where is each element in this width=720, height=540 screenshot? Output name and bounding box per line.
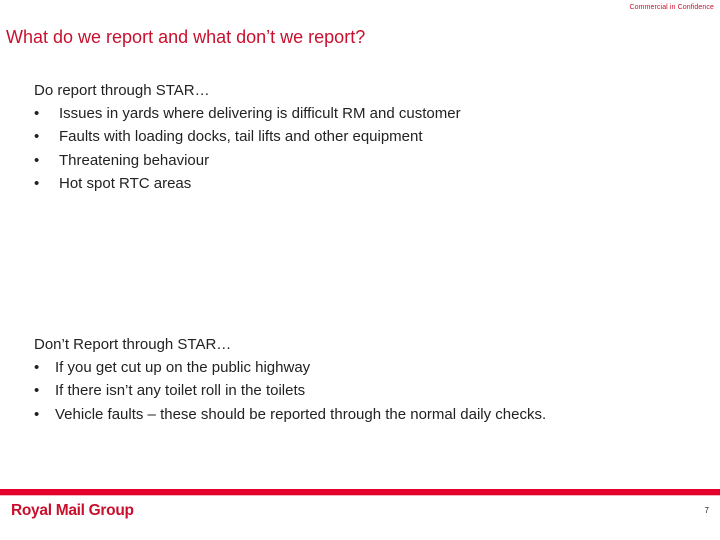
bullet: • [34,382,40,400]
dont-report-heading: Don’t Report through STAR… [34,336,232,353]
footer-divider [0,495,720,496]
list-item [34,102,461,125]
list-item-text: Vehicle faults – these should be reported through the normal daily checks. [55,405,547,423]
list-item [34,356,546,379]
slide-title: What do we report and what don’t we report? [6,27,366,47]
do-report-heading: Do report through STAR… [34,82,210,99]
bullet: • [34,359,40,377]
list-item-text: If you get cut up on the public highway [55,359,311,377]
list-item-text: Issues in yards where delivering is difficult RM and customer [59,105,461,123]
do-report-section [34,79,461,195]
list-item [34,403,546,426]
list-item [34,172,461,195]
dont-report-list [34,356,546,426]
bullet: • [34,151,40,169]
page-number: 7 [704,506,709,515]
royal-mail-group-logo: Royal Mail Group [11,502,134,519]
do-report-list [34,102,461,195]
bullet: • [34,174,40,192]
list-item-text: If there isn’t any toilet roll in the toilets [55,382,306,400]
list-item [34,149,461,172]
list-item-text: Threatening behaviour [59,151,210,169]
list-item-text: Hot spot RTC areas [59,174,192,192]
bullet: • [34,128,40,146]
list-item [34,125,461,148]
list-item [34,379,546,402]
confidentiality-label: Commercial in Confidence [629,4,714,11]
list-item-text: Faults with loading docks, tail lifts and other equipment [59,128,423,146]
bullet: • [34,105,40,123]
dont-report-section [34,333,546,426]
bullet: • [34,405,40,423]
